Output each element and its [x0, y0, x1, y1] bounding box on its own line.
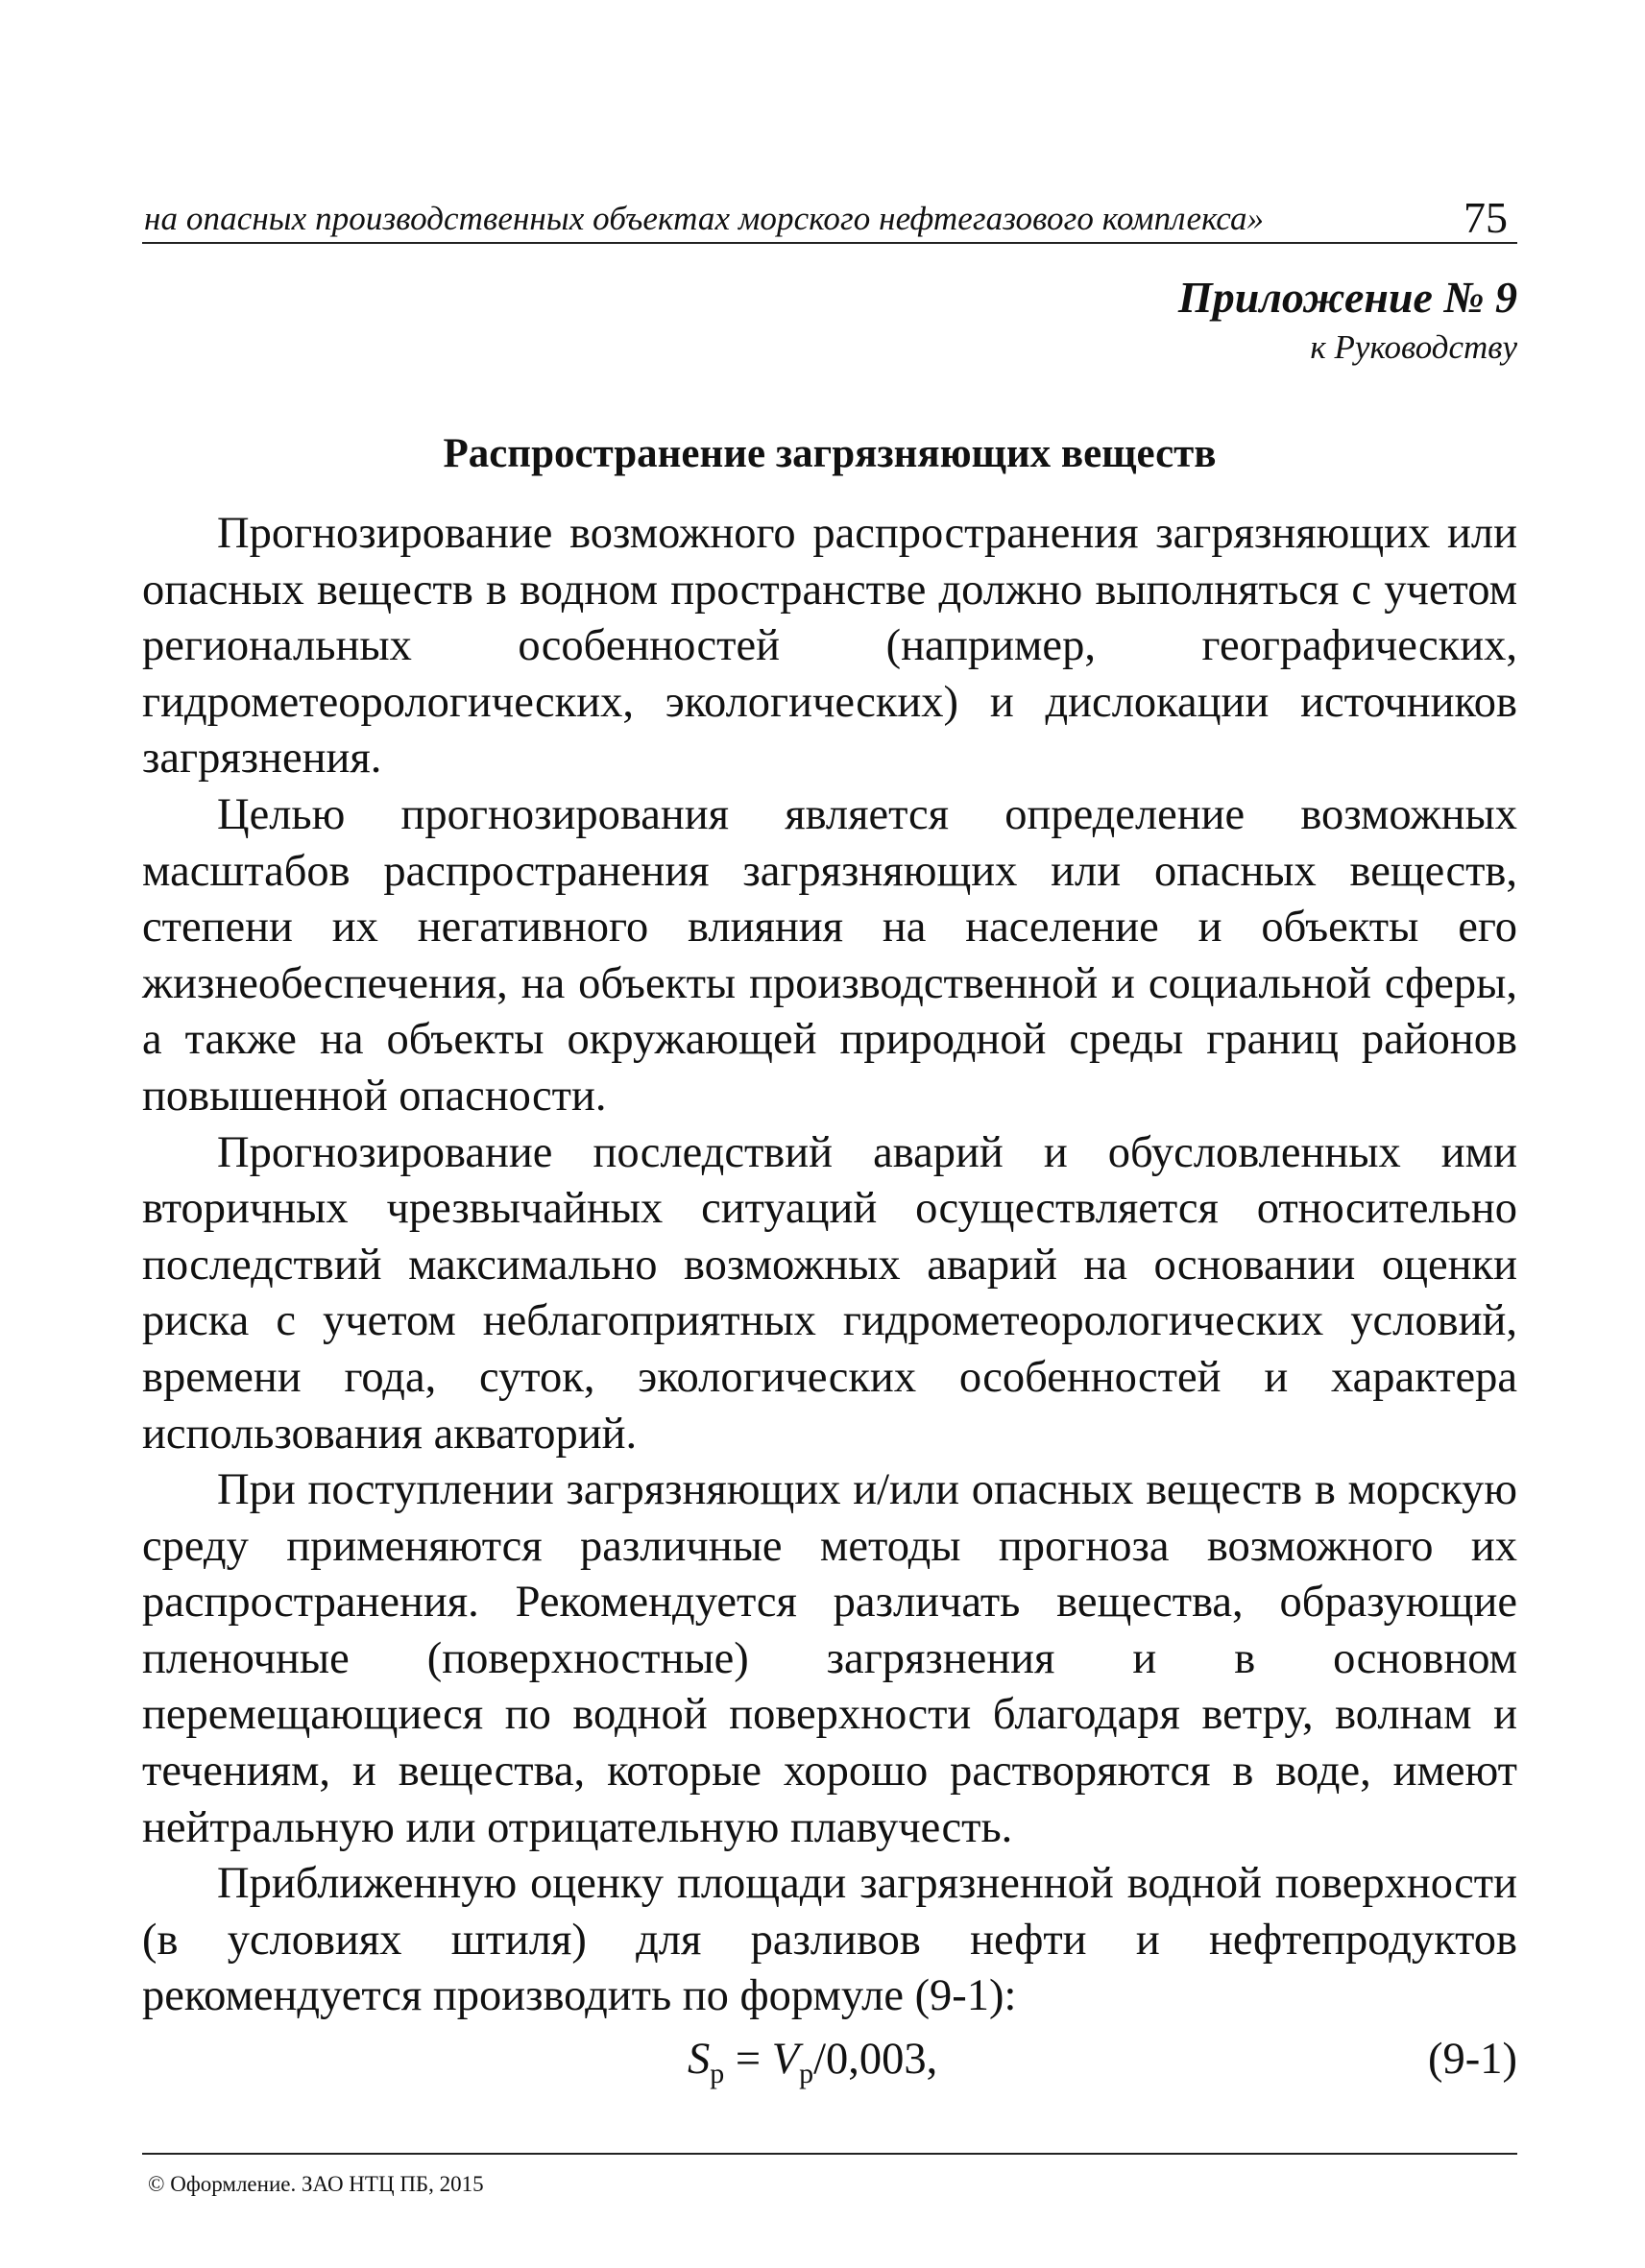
paragraph: При поступлении загрязняющих и/или опасных веществ в морскую среду применяются различные методы прогноза возможного их распространения. Рекомендуется различать вещества, образующие пленочные (поверхностные) загрязнения и в основном перемещающиеся по водной поверхности благодаря ветру, волнам и течениям, и вещества, которые хорошо растворяются в воде, имеют нейтральную или отрицательную плавучесть. — [142, 1465, 1517, 1852]
paragraph: Целью прогнозирования является определение возможных масштабов распространения загрязняющих или опасных веществ, степени их негативного влияния на население и объекты его жизнеобеспечения, на объекты производственной и социальной сферы, а также на объекты окружающей природной среды границ районов повышенной опасности. — [142, 789, 1517, 1121]
formula-rhs-subscript: р — [799, 2058, 814, 2089]
formula-expression — [688, 2034, 937, 2090]
section-heading: Распространение загрязняющих веществ — [443, 431, 1217, 476]
running-header-title: на опасных производственных объектах морского нефтегазового комплекса» — [144, 200, 1265, 237]
formula-rhs-rest: /0,003, — [813, 2035, 938, 2084]
formula-9-1 — [142, 2034, 1517, 2101]
footer-copyright: © Оформление. ЗАО НТЦ ПБ, 2015 — [148, 2172, 484, 2196]
appendix-number: Приложение № 9 — [1177, 273, 1517, 322]
paragraph: Прогнозирование возможного распространения загрязняющих или опасных веществ в водном пространстве должно выполняться с учетом региональных особенностей (например, географических, гидрометеорологических, экологических) и дислокации источников загрязнения. — [142, 509, 1517, 784]
formula-lhs-subscript: р — [710, 2058, 725, 2089]
formula-equals: = — [724, 2035, 772, 2084]
appendix-subtitle: к Руководству — [1310, 328, 1517, 366]
page-footer — [142, 2153, 1517, 2196]
appendix-label-block — [1178, 271, 1517, 371]
formula-rhs-symbol: V — [771, 2035, 800, 2084]
page-number: 75 — [1464, 193, 1508, 242]
formula-lhs-symbol: S — [688, 2035, 711, 2084]
running-header — [142, 192, 1517, 244]
paragraph: Приближенную оценку площади загрязненной водной поверхности (в условиях штиля) для разливов нефти и нефтепродуктов рекомендуется производить по формуле (9-1): — [142, 1859, 1517, 2021]
paragraph: Прогнозирование последствий аварий и обусловленных ими вторичных чрезвычайных ситуаций осуществляется относительно последствий максимально возможных аварий на основании оценки риска с учетом неблагоприятных гидрометеорологических условий, времени года, суток, экологических особенностей и характера использования акваторий. — [142, 1127, 1517, 1459]
body-text — [142, 506, 1517, 2025]
formula-number: (9-1) — [1428, 2035, 1517, 2084]
